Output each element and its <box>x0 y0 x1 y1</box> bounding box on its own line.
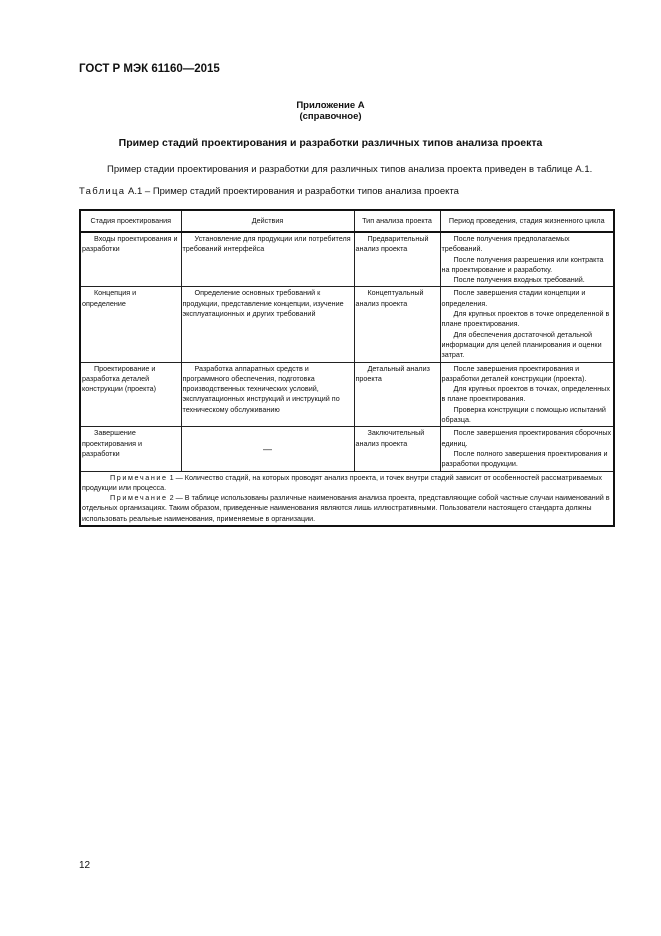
cell-period <box>440 427 614 471</box>
header-period: Период проведения, стадия жизненного цикла <box>440 210 614 232</box>
cell-period <box>440 232 614 287</box>
cell-period <box>440 362 614 427</box>
stages-table <box>79 209 615 527</box>
cell-action: — <box>181 427 354 471</box>
period-line: Для крупных проектов в точках, определенных в плане проектирования. <box>441 384 610 404</box>
cell-action: Определение основных требований к продукции, представление концепции, изучение эксплуатационных и других требований <box>181 287 354 362</box>
document-code: ГОСТ Р МЭК 61160—2015 <box>79 63 220 75</box>
table-row <box>80 232 614 287</box>
caption-text: А.1 – Пример стадий проектирования и разработки типов анализа проекта <box>125 186 459 197</box>
table-header-row <box>80 210 614 232</box>
period-line: Проверка конструкции с помощью испытаний образца. <box>441 404 606 425</box>
period-line: После полного завершения проектирования и разработки продукции. <box>441 448 608 469</box>
cell-review: Предварительный анализ проекта <box>354 232 440 287</box>
period-line: После получения разрешения или контракта на проектирование и разработку. <box>441 254 604 274</box>
cell-stage: Входы проектирования и разработки <box>80 232 181 287</box>
cell-period <box>440 287 614 362</box>
header-review-type: Тип анализа проекта <box>354 210 440 232</box>
note-label: Примечание <box>110 472 168 482</box>
period-line: После получения предполагаемых требований. <box>441 234 570 254</box>
caption-label: Таблица <box>79 186 126 197</box>
period-line: После получения входных требований. <box>453 275 585 285</box>
page-number: 12 <box>79 860 91 871</box>
appendix-title: Приложение А <box>296 100 365 111</box>
period-line: Для крупных проектов в точке определенной в плане проектирования. <box>441 309 610 329</box>
table-row <box>80 362 614 427</box>
table-row <box>80 287 614 362</box>
cell-action: Разработка аппаратных средств и программного обеспечения, подготовка производственных технических условий, эксплуатационных инструкций и инструкций по техническому обслуживанию <box>181 362 354 427</box>
appendix-heading <box>0 100 661 122</box>
table-notes-row <box>80 471 614 526</box>
table-notes <box>80 471 614 526</box>
note-label: Примечание <box>110 493 168 503</box>
period-line: Для обеспечения достаточной детальной информации для целей планирования и оценки затрат. <box>441 329 602 360</box>
period-line: После завершения стадии концепции и определения. <box>441 288 586 308</box>
note-2 <box>82 493 612 524</box>
table-caption <box>79 186 459 197</box>
header-stage: Стадия проектирования <box>80 210 181 232</box>
cell-stage: Концепция и определение <box>80 287 181 362</box>
appendix-subtitle: (справочное) <box>299 111 362 122</box>
cell-stage: Завершение проектирования и разработки <box>80 427 181 471</box>
cell-action: Установление для продукции или потребителя требований интерфейса <box>181 232 354 287</box>
note-1 <box>82 473 612 494</box>
section-title: Пример стадий проектирования и разработки различных типов анализа проекта <box>118 137 543 149</box>
cell-stage: Проектирование и разработка деталей конструкции (проекта) <box>80 362 181 427</box>
period-line: После завершения проектирования сборочных единиц. <box>441 428 612 448</box>
period-line: После завершения проектирования и разработки деталей конструкции (проекта). <box>441 363 587 383</box>
note-text: 2 — В таблице использованы различные наименования анализа проекта, представляющие собой частные случаи наименований в отдельных организациях. Таким образом, приведенные наименования являются лишь иллюстративными. Пользователи настоящего стандарта должны использовать реальные наименования, применяемые в организации. <box>82 493 610 523</box>
table-row <box>80 427 614 471</box>
note-text: 1 — Количество стадий, на которых проводят анализ проекта, и точек внутри стадий зависит от особенностей рассматриваемых продукции или процесса. <box>82 472 602 492</box>
cell-review: Детальный анализ проекта <box>354 362 440 427</box>
cell-review: Концептуальный анализ проекта <box>354 287 440 362</box>
header-action: Действия <box>181 210 354 232</box>
cell-review: Заключительный анализ проекта <box>354 427 440 471</box>
intro-paragraph: Пример стадии проектирования и разработки для различных типов анализа проекта приведен в таблице А.1. <box>107 164 593 175</box>
